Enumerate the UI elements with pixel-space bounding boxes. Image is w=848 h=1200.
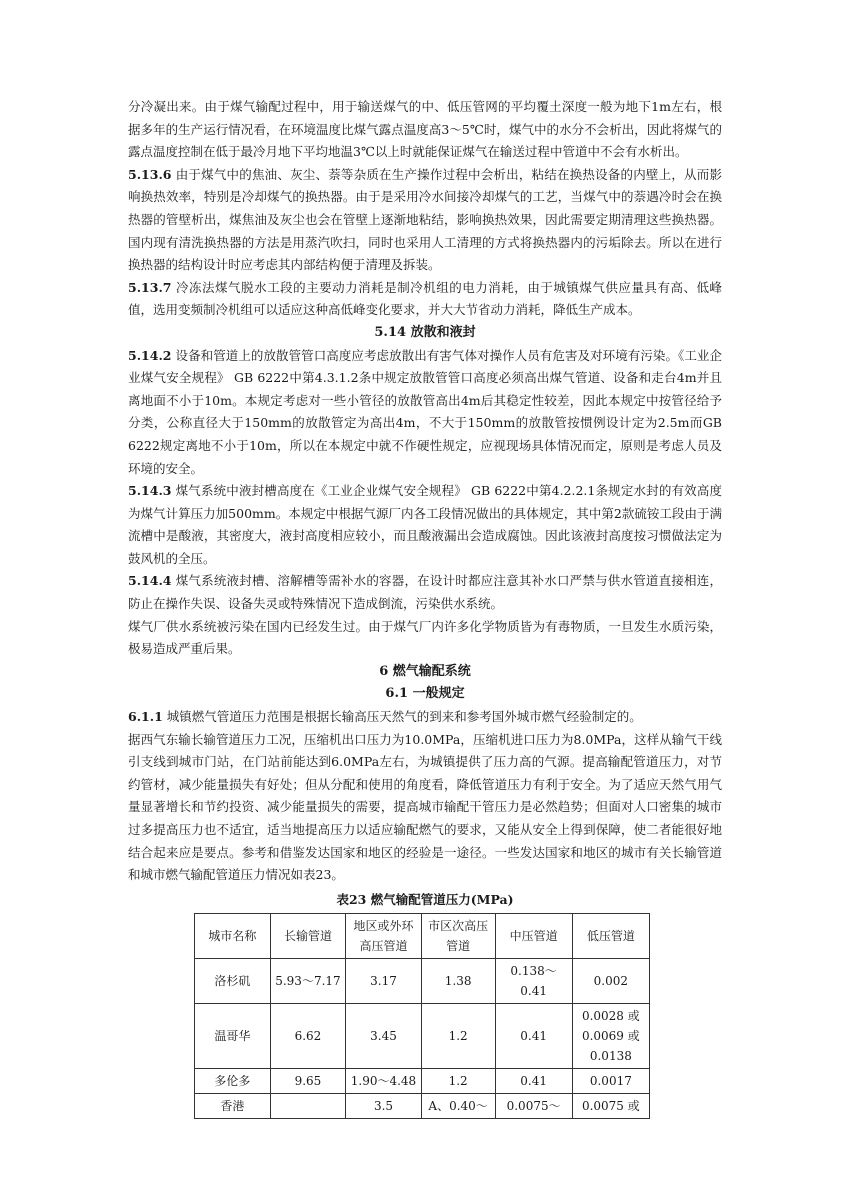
paragraph: 分冷凝出来。由于煤气输配过程中，用于输送煤气的中、低压管网的平均覆土深度一般为地下1m左右，根据多年的生产运行情况看，在环境温度比煤气露点温度高3～5℃时，煤气中的水分不会析出，因此将煤气的露点温度控制在低于最冷月地下平均地温3℃以上时就能保证煤气在输送过程中管道中不会有水析出。 — [128, 99, 722, 160]
paragraph — [128, 570, 722, 615]
table-cell: 0.41 — [495, 1068, 572, 1093]
table-cell: 香港 — [195, 1093, 271, 1118]
document-page — [128, 96, 722, 1119]
table-cell: 0.0075～ — [495, 1093, 572, 1118]
section-heading: 6.1 一般规定 — [385, 686, 465, 702]
table-cell: 0.0017 — [572, 1068, 649, 1093]
paragraph — [128, 164, 722, 277]
table-header-cell: 市区次高压 管道 — [421, 913, 495, 958]
table-cell: 温哥华 — [195, 1003, 271, 1068]
paragraph: 煤气厂供水系统被污染在国内已经发生过。由于煤气厂内许多化学物质皆为有毒物质，一旦发生水质污染，极易造成严重后果。 — [128, 618, 722, 657]
section-number: 5.14.3 — [128, 483, 172, 499]
table-cell: 6.62 — [270, 1003, 346, 1068]
table-cell: 1.2 — [421, 1068, 495, 1093]
table-row — [195, 1093, 650, 1118]
table-cell: 1.90～4.48 — [346, 1068, 422, 1093]
table-row — [195, 1068, 650, 1093]
paragraph — [128, 480, 722, 570]
table-header-cell: 地区或外环 高压管道 — [346, 913, 422, 958]
paragraph-text: 煤气系统中液封槽高度在《工业企业煤气安全规程》 GB 6222中第4.2.2.1条规定水封的有效高度为煤气计算压力加500mm。本规定中根据气源厂内各工段情况做出的具体规定，其中第2款硫铵工段由于满流槽中是酸液，其密度大，液封高度相应较小，而且酸液漏出会造成腐蚀。因此该液封高度按习惯做法定为鼓风机的全压。 — [128, 483, 722, 566]
table-header-cell: 长输管道 — [270, 913, 346, 958]
chapter-heading: 6 燃气输配系统 — [379, 663, 471, 679]
table-cell: 0.41 — [495, 1003, 572, 1068]
pressure-table — [194, 913, 650, 1119]
section-number: 6.1.1 — [128, 709, 163, 725]
section-number: 5.13.7 — [128, 279, 172, 295]
section-heading: 5.14 放散和液封 — [374, 324, 476, 340]
table-cell: 洛杉矶 — [195, 958, 271, 1003]
paragraph-text: 设备和管道上的放散管管口高度应考虑放散出有害气体对操作人员有危害及对环境有污染。《工业企业煤气安全规程》 GB 6222中第4.3.1.2条中规定放散管管口高度必须高出煤气管道、设备和走台4m并且离地面不小于10m。本规定考虑对一些小管径的放散管高出4m后其稳定性较差，因此本规定中按管径给予分类，公称直径大于150mm的放散管定为高出4m，不大于150mm的放散管按惯例设计定为2.5m而GB 6222规定离地不小于10m，所以在本规定中就不作硬性规定，应视现场具体情况而定，原则是考虑人员及环境的安全。 — [128, 347, 722, 476]
section-number: 5.14.4 — [128, 573, 172, 589]
paragraph-text: 煤气系统液封槽、溶解槽等需补水的容器，在设计时都应注意其补水口严禁与供水管道直接相连，防止在操作失误、设备失灵或特殊情况下造成倒流，污染供水系统。 — [128, 573, 722, 612]
table-cell: 1.2 — [421, 1003, 495, 1068]
table-cell: 3.45 — [346, 1003, 422, 1068]
table-caption: 表23 燃气输配管道压力(MPa) — [336, 891, 514, 907]
table-cell: A、0.40～ — [421, 1093, 495, 1118]
paragraph — [128, 345, 722, 481]
table-cell: 0.0028 或 0.0069 或 0.0138 — [572, 1003, 649, 1068]
table-row — [195, 958, 650, 1003]
table-row — [195, 1003, 650, 1068]
paragraph-text: 城镇燃气管道压力范围是根据长输高压天然气的到来和参考国外城市燃气经验制定的。 — [166, 709, 642, 725]
table-cell: 3.17 — [346, 958, 422, 1003]
paragraph: 据西气东输长输管道压力工况，压缩机出口压力为10.0MPa，压缩机进口压力为8.0MPa，这样从输气干线引支线到城市门站，在门站前能达到6.0MPa左右，为城镇提供了压力高的气源。提高输配管道压力，对节约管材，减少能量损失有好处；但从分配和使用的角度看，降低管道压力有利于安全。为了适应天然气用气量显著增长和节约投资、减少能量损失的需要，提高城市输配干管压力是必然趋势；但面对人口密集的城市过多提高压力也不适宜，适当地提高压力以适应输配燃气的要求，又能从安全上得到保障，使二者能很好地结合起来应是要点。参考和借鉴发达国家和地区的经验是一途径。一些发达国家和地区的城市有关长输管道和城市燃气输配管道压力情况如表23。 — [128, 731, 722, 883]
table-cell: 0.002 — [572, 958, 649, 1003]
table-cell: 3.5 — [346, 1093, 422, 1118]
table-header-cell: 中压管道 — [495, 913, 572, 958]
section-number: 5.14.2 — [128, 347, 172, 363]
section-number: 5.13.6 — [128, 166, 172, 182]
paragraph — [128, 706, 722, 729]
table-cell: 0.138～0.41 — [495, 958, 572, 1003]
table-cell — [270, 1093, 346, 1118]
paragraph — [128, 277, 722, 322]
table-header-cell: 城市名称 — [195, 913, 271, 958]
table-header-cell: 低压管道 — [572, 913, 649, 958]
table-cell: 9.65 — [270, 1068, 346, 1093]
table-cell: 0.0075 或 — [572, 1093, 649, 1118]
paragraph-text: 冷冻法煤气脱水工段的主要动力消耗是制冷机组的电力消耗，由于城镇煤气供应量具有高、低峰值，选用变频制冷机组可以适应这种高低峰变化要求，并大大节省动力消耗，降低生产成本。 — [128, 279, 722, 318]
table-cell: 多伦多 — [195, 1068, 271, 1093]
paragraph-text: 由于煤气中的焦油、灰尘、萘等杂质在生产操作过程中会析出，粘结在换热设备的内壁上，从而影响换热效率，特别是冷却煤气的换热器。由于是采用冷水间接冷却煤气的工艺，当煤气中的萘遇冷时会在换热器的管壁析出，煤焦油及灰尘也会在管壁上逐渐地粘结，影响换热效果，因此需要定期清理这些换热器。国内现有清洗换热器的方法是用蒸汽吹扫，同时也采用人工清理的方式将换热器内的污垢除去。所以在进行换热器的结构设计时应考虑其内部结构便于清理及拆装。 — [128, 166, 722, 273]
table-header-row — [195, 913, 650, 958]
table-cell: 1.38 — [421, 958, 495, 1003]
table-cell: 5.93～7.17 — [270, 958, 346, 1003]
